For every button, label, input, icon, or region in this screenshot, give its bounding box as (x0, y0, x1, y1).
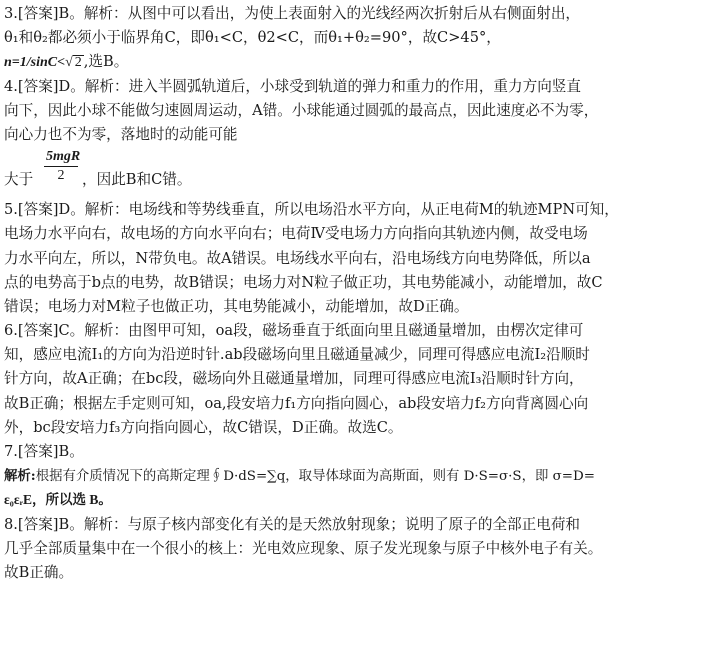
text-line: 向下，因此小球不能做匀速圆周运动，A错。小球能通过圆弧的最高点，因此速度必不为零， (4, 101, 599, 119)
formula-text: n=1/sinC< (4, 55, 66, 71)
fraction-line (4, 147, 719, 195)
analysis-formula: ε₀εᵣE，所以选 B。 (4, 492, 112, 508)
text-line: 7.[答案]B。 (4, 443, 84, 460)
text-line: 8.[答案]B。解析：与原子核内部变化有关的是天然放射现象；说明了原子的全部正电荷和 (4, 515, 581, 533)
text-line: 点的电势高于b点的电势，故B错误；电场力对N粒子做正功，其电势能减小，动能增加，故C (4, 273, 603, 291)
analysis-label: 解析: (4, 468, 36, 485)
text-line: 针方向，故A正确；在bc段，磁场向外且磁通量增加，同理可得感应电流I₃沿顺时针方向， (4, 370, 584, 388)
fraction-suffix: ，因此B和C错。 (82, 171, 192, 189)
text-line: θ₁和θ₂都必须小于临界角C，即θ₁<C，θ2<C，而θ₁+θ₂=90°，故C>45°， (4, 29, 501, 47)
text-line: 5.[答案]D。解析：电场线和等势线垂直，所以电场沿水平方向，从正电荷M的轨迹MPN可知， (4, 201, 619, 219)
answer-item-4 (4, 75, 719, 196)
text-line: 故B正确。 (4, 563, 74, 581)
analysis-line (4, 464, 719, 488)
text-line: 知，感应电流I₁的方向为沿逆时针.ab段磁场向里且磁通量减少，同理可得感应电流I₂沿顺时 (4, 346, 590, 364)
answer-item-5 (4, 198, 719, 319)
sqrt-radicand: 2 (74, 55, 82, 71)
text-line: 向心力也不为零，落地时的动能可能 (4, 125, 238, 143)
fraction-denominator: 2 (57, 168, 65, 184)
text-line: 3.[答案]B。解析：从图中可以看出，为使上表面射入的光线经两次折射后从右侧面射出， (4, 5, 581, 22)
text-line: 几乎全部质量集中在一个很小的核上：光电效应现象、原子发光现象与原子中核外电子有关。 (4, 539, 603, 557)
text-line: 错误；电场力对M粒子也做正功，其电势能减小，动能增加，故D正确。 (4, 297, 469, 315)
answer-item-3 (4, 2, 719, 75)
formula-tail: ,选B。 (83, 53, 129, 71)
answer-item-6 (4, 319, 719, 440)
fraction (44, 148, 81, 185)
text-line: 电场力水平向右，故电场的方向水平向右；电荷Ⅳ受电场力方向指向其轨迹内侧，故受电场 (4, 225, 588, 243)
text-line: 6.[答案]C。解析：由图甲可知，oa段，磁场垂直于纸面向里且磁通量增加，由楞次定律可 (4, 322, 584, 340)
analysis-line (4, 488, 719, 512)
answer-item-7 (4, 440, 719, 513)
formula-line (4, 50, 719, 74)
fraction-numerator: 5mgR (44, 148, 78, 167)
text-line: 故B正确；根据左手定则可知，oa,段安培力f₁方向指向圆心，ab段安培力f₂方向背离圆心向 (4, 394, 589, 412)
analysis-text: 根据有介质情况下的高斯定理∮D·dS=∑q，取导体球面为高斯面，则有 D·S=σ·S，即 σ=D= (35, 469, 595, 485)
answer-item-8 (4, 513, 719, 586)
text-line: 力水平向左，所以，N带负电。故A错误。电场线水平向右，沿电场线方向电势降低，所以a (4, 249, 591, 267)
text-line: 4.[答案]D。解析：进入半圆弧轨道后，小球受到轨道的弹力和重力的作用，重力方向竖直 (4, 77, 581, 95)
text-line: 外，bc段安培力f₃方向指向圆心，故C错误，D正确。故选C。 (4, 418, 403, 436)
fraction-prefix: 大于 (4, 171, 34, 189)
sqrt-symbol: √ (65, 55, 73, 71)
